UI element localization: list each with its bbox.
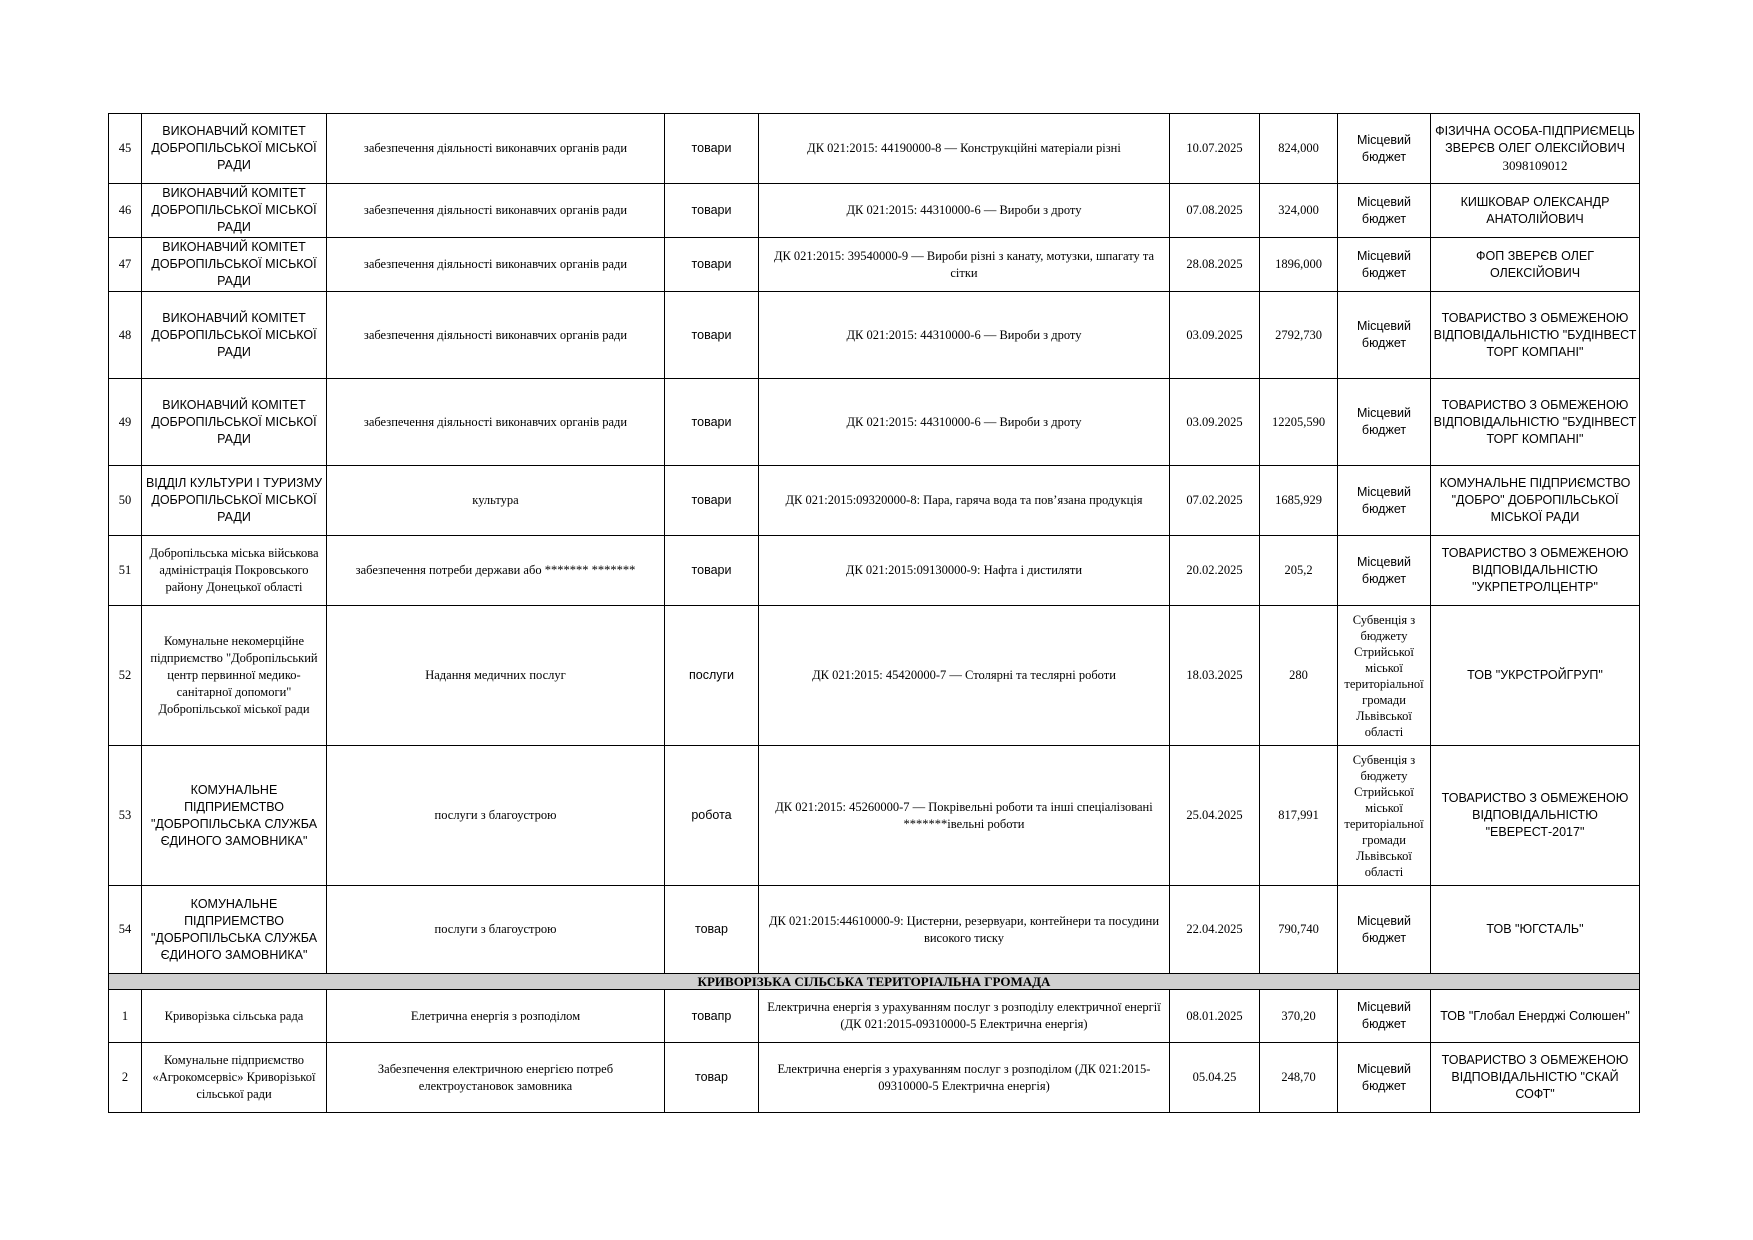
code-cell: ДК 021:2015:09130000-9: Нафта і дистиляти bbox=[759, 536, 1170, 606]
code-cell: Електрична енергія з урахуванням послуг з розподілу електричної енергії (ДК 021:2015-09310000-5 Електрична енергія) bbox=[759, 990, 1170, 1043]
table-row bbox=[109, 292, 1640, 379]
supplier-cell: ТОВАРИСТВО З ОБМЕЖЕНОЮ ВІДПОВІДАЛЬНІСТЮ "БУДІНВЕСТ ТОРГ КОМПАНІ" bbox=[1431, 292, 1640, 379]
budget-cell: Місцевий бюджет bbox=[1338, 238, 1431, 292]
budget-cell: Місцевий бюджет bbox=[1338, 1043, 1431, 1113]
customer-cell: ВИКОНАВЧИЙ КОМІТЕТ ДОБРОПІЛЬСЬКОЇ МІСЬКОЇ РАДИ bbox=[142, 379, 327, 466]
supplier-cell: ТОВ "ЮГСТАЛЬ" bbox=[1431, 886, 1640, 974]
row-number: 50 bbox=[109, 466, 142, 536]
row-number: 49 bbox=[109, 379, 142, 466]
procurement-table bbox=[108, 113, 1640, 1113]
customer-cell: Комунальне некомерційне підприємство "Добропільський центр первинної медико-санітарної допомоги" Добропільської міської ради bbox=[142, 606, 327, 746]
customer-cell: ВИКОНАВЧИЙ КОМІТЕТ ДОБРОПІЛЬСЬКОЇ МІСЬКОЇ РАДИ bbox=[142, 184, 327, 238]
row-number: 54 bbox=[109, 886, 142, 974]
code-cell: Електрична енергія з урахуванням послуг з розподілом (ДК 021:2015-09310000-5 Електрична енергія) bbox=[759, 1043, 1170, 1113]
date-cell: 05.04.25 bbox=[1170, 1043, 1260, 1113]
row-number: 47 bbox=[109, 238, 142, 292]
supplier-cell: КОМУНАЛЬНЕ ПІДПРИЄМСТВО "ДОБРО" ДОБРОПІЛЬСЬКОЇ МІСЬКОЇ РАДИ bbox=[1431, 466, 1640, 536]
date-cell: 03.09.2025 bbox=[1170, 292, 1260, 379]
supplier-name: ФІЗИЧНА ОСОБА-ПІДПРИЄМЕЦЬ ЗВЕРЄВ ОЛЕГ ОЛЕКСІЙОВИЧ bbox=[1435, 124, 1635, 155]
budget-cell: Субвенція з бюджету Стрийської міської територіальної громади Львівської області bbox=[1338, 746, 1431, 886]
date-cell: 03.09.2025 bbox=[1170, 379, 1260, 466]
purpose-cell: забезпечення діяльності виконавчих органів ради bbox=[327, 379, 665, 466]
type-cell: товари bbox=[665, 238, 759, 292]
amount-cell: 2792,730 bbox=[1260, 292, 1338, 379]
type-cell: товари bbox=[665, 536, 759, 606]
purpose-cell: Надання медичних послуг bbox=[327, 606, 665, 746]
purpose-cell: послуги з благоустрою bbox=[327, 746, 665, 886]
section-header-row bbox=[109, 974, 1640, 990]
table-row bbox=[109, 114, 1640, 184]
type-cell: товари bbox=[665, 114, 759, 184]
budget-cell: Місцевий бюджет bbox=[1338, 184, 1431, 238]
purpose-cell: забезпечення потреби держави або ******* ******* bbox=[327, 536, 665, 606]
amount-cell: 324,000 bbox=[1260, 184, 1338, 238]
amount-cell: 370,20 bbox=[1260, 990, 1338, 1043]
row-number: 1 bbox=[109, 990, 142, 1043]
type-cell: робота bbox=[665, 746, 759, 886]
supplier-cell: ТОВАРИСТВО З ОБМЕЖЕНОЮ ВІДПОВІДАЛЬНІСТЮ "СКАЙ СОФТ" bbox=[1431, 1043, 1640, 1113]
purpose-cell: послуги з благоустрою bbox=[327, 886, 665, 974]
amount-cell: 1896,000 bbox=[1260, 238, 1338, 292]
supplier-cell: ТОВАРИСТВО З ОБМЕЖЕНОЮ ВІДПОВІДАЛЬНІСТЮ "УКРПЕТРОЛЦЕНТР" bbox=[1431, 536, 1640, 606]
date-cell: 28.08.2025 bbox=[1170, 238, 1260, 292]
amount-cell: 824,000 bbox=[1260, 114, 1338, 184]
date-cell: 08.01.2025 bbox=[1170, 990, 1260, 1043]
budget-cell: Місцевий бюджет bbox=[1338, 886, 1431, 974]
date-cell: 20.02.2025 bbox=[1170, 536, 1260, 606]
section-title: КРИВОРІЗЬКА СІЛЬСЬКА ТЕРИТОРІАЛЬНА ГРОМАДА bbox=[109, 974, 1640, 990]
type-cell: товари bbox=[665, 184, 759, 238]
table-row bbox=[109, 990, 1640, 1043]
customer-cell: Криворізька сільська рада bbox=[142, 990, 327, 1043]
customer-cell: ВІДДІЛ КУЛЬТУРИ І ТУРИЗМУ ДОБРОПІЛЬСЬКОЇ МІСЬКОЇ РАДИ bbox=[142, 466, 327, 536]
amount-cell: 790,740 bbox=[1260, 886, 1338, 974]
row-number: 52 bbox=[109, 606, 142, 746]
type-cell: товапр bbox=[665, 990, 759, 1043]
table-row bbox=[109, 886, 1640, 974]
budget-cell: Місцевий бюджет bbox=[1338, 466, 1431, 536]
customer-cell: ВИКОНАВЧИЙ КОМІТЕТ ДОБРОПІЛЬСЬКОЇ МІСЬКОЇ РАДИ bbox=[142, 114, 327, 184]
table-row bbox=[109, 184, 1640, 238]
amount-cell: 1685,929 bbox=[1260, 466, 1338, 536]
supplier-cell bbox=[1431, 114, 1640, 184]
code-cell: ДК 021:2015: 45260000-7 — Покрівельні роботи та інші спеціалізовані *******івельні роботи bbox=[759, 746, 1170, 886]
amount-cell: 12205,590 bbox=[1260, 379, 1338, 466]
type-cell: послуги bbox=[665, 606, 759, 746]
budget-cell: Місцевий бюджет bbox=[1338, 990, 1431, 1043]
code-cell: ДК 021:2015: 39540000-9 — Вироби різні з канату, мотузки, шпагату та сітки bbox=[759, 238, 1170, 292]
customer-cell: ВИКОНАВЧИЙ КОМІТЕТ ДОБРОПІЛЬСЬКОЇ МІСЬКОЇ РАДИ bbox=[142, 238, 327, 292]
customer-cell: Комунальне підприємство «Агрокомсервіс» Криворізької сільської ради bbox=[142, 1043, 327, 1113]
purpose-cell: культура bbox=[327, 466, 665, 536]
amount-cell: 205,2 bbox=[1260, 536, 1338, 606]
amount-cell: 280 bbox=[1260, 606, 1338, 746]
date-cell: 07.02.2025 bbox=[1170, 466, 1260, 536]
type-cell: товари bbox=[665, 379, 759, 466]
table-row bbox=[109, 466, 1640, 536]
code-cell: ДК 021:2015: 44190000-8 — Конструкційні матеріали різні bbox=[759, 114, 1170, 184]
code-cell: ДК 021:2015: 44310000-6 — Вироби з дроту bbox=[759, 379, 1170, 466]
budget-cell: Місцевий бюджет bbox=[1338, 114, 1431, 184]
purpose-cell: забезпечення діяльності виконавчих органів ради bbox=[327, 292, 665, 379]
type-cell: товар bbox=[665, 886, 759, 974]
amount-cell: 248,70 bbox=[1260, 1043, 1338, 1113]
table-row bbox=[109, 379, 1640, 466]
date-cell: 18.03.2025 bbox=[1170, 606, 1260, 746]
row-number: 51 bbox=[109, 536, 142, 606]
row-number: 46 bbox=[109, 184, 142, 238]
code-cell: ДК 021:2015:44610000-9: Цистерни, резервуари, контейнери та посудини високого тиску bbox=[759, 886, 1170, 974]
purpose-cell: забезпечення діяльності виконавчих органів ради bbox=[327, 184, 665, 238]
table-row bbox=[109, 746, 1640, 886]
type-cell: товар bbox=[665, 1043, 759, 1113]
code-cell: ДК 021:2015: 44310000-6 — Вироби з дроту bbox=[759, 184, 1170, 238]
code-cell: ДК 021:2015: 45420000-7 — Столярні та теслярні роботи bbox=[759, 606, 1170, 746]
customer-cell: Добропільська міська військова адміністрація Покровського району Донецької області bbox=[142, 536, 327, 606]
row-number: 2 bbox=[109, 1043, 142, 1113]
purpose-cell: забезпечення діяльності виконавчих органів ради bbox=[327, 238, 665, 292]
purpose-cell: Елетрична енергія з розподілом bbox=[327, 990, 665, 1043]
customer-cell: КОМУНАЛЬНЕ ПІДПРИЕМСТВО "ДОБРОПІЛЬСЬКА СЛУЖБА ЄДИНОГО ЗАМОВНИКА" bbox=[142, 746, 327, 886]
budget-cell: Місцевий бюджет bbox=[1338, 536, 1431, 606]
supplier-cell: ТОВ "Глобал Енерджі Солюшен" bbox=[1431, 990, 1640, 1043]
supplier-cell: КИШКОВАР ОЛЕКСАНДР АНАТОЛІЙОВИЧ bbox=[1431, 184, 1640, 238]
date-cell: 25.04.2025 bbox=[1170, 746, 1260, 886]
date-cell: 07.08.2025 bbox=[1170, 184, 1260, 238]
budget-cell: Місцевий бюджет bbox=[1338, 379, 1431, 466]
table-row bbox=[109, 536, 1640, 606]
type-cell: товари bbox=[665, 466, 759, 536]
date-cell: 10.07.2025 bbox=[1170, 114, 1260, 184]
purpose-cell: Забезпечення електричною енергією потреб електроустановок замовника bbox=[327, 1043, 665, 1113]
type-cell: товари bbox=[665, 292, 759, 379]
code-cell: ДК 021:2015:09320000-8: Пара, гаряча вода та пов’язана продукція bbox=[759, 466, 1170, 536]
amount-cell: 817,991 bbox=[1260, 746, 1338, 886]
table-row bbox=[109, 606, 1640, 746]
budget-cell: Субвенція з бюджету Стрийської міської територіальної громади Львівської області bbox=[1338, 606, 1431, 746]
supplier-cell: ФОП ЗВЕРЄВ ОЛЕГ ОЛЕКСІЙОВИЧ bbox=[1431, 238, 1640, 292]
code-cell: ДК 021:2015: 44310000-6 — Вироби з дроту bbox=[759, 292, 1170, 379]
customer-cell: КОМУНАЛЬНЕ ПІДПРИЕМСТВО "ДОБРОПІЛЬСЬКА СЛУЖБА ЄДИНОГО ЗАМОВНИКА" bbox=[142, 886, 327, 974]
supplier-cell: ТОВ "УКРСТРОЙГРУП" bbox=[1431, 606, 1640, 746]
supplier-cell: ТОВАРИСТВО З ОБМЕЖЕНОЮ ВІДПОВІДАЛЬНІСТЮ "БУДІНВЕСТ ТОРГ КОМПАНІ" bbox=[1431, 379, 1640, 466]
row-number: 45 bbox=[109, 114, 142, 184]
supplier-cell: ТОВАРИСТВО З ОБМЕЖЕНОЮ ВІДПОВІДАЛЬНІСТЮ "ЕВЕРЕСТ-2017" bbox=[1431, 746, 1640, 886]
row-number: 53 bbox=[109, 746, 142, 886]
date-cell: 22.04.2025 bbox=[1170, 886, 1260, 974]
table-row bbox=[109, 238, 1640, 292]
row-number: 48 bbox=[109, 292, 142, 379]
customer-cell: ВИКОНАВЧИЙ КОМІТЕТ ДОБРОПІЛЬСЬКОЇ МІСЬКОЇ РАДИ bbox=[142, 292, 327, 379]
table-row bbox=[109, 1043, 1640, 1113]
budget-cell: Місцевий бюджет bbox=[1338, 292, 1431, 379]
supplier-tax-id: 3098109012 bbox=[1502, 158, 1568, 173]
purpose-cell: забезпечення діяльності виконавчих органів ради bbox=[327, 114, 665, 184]
